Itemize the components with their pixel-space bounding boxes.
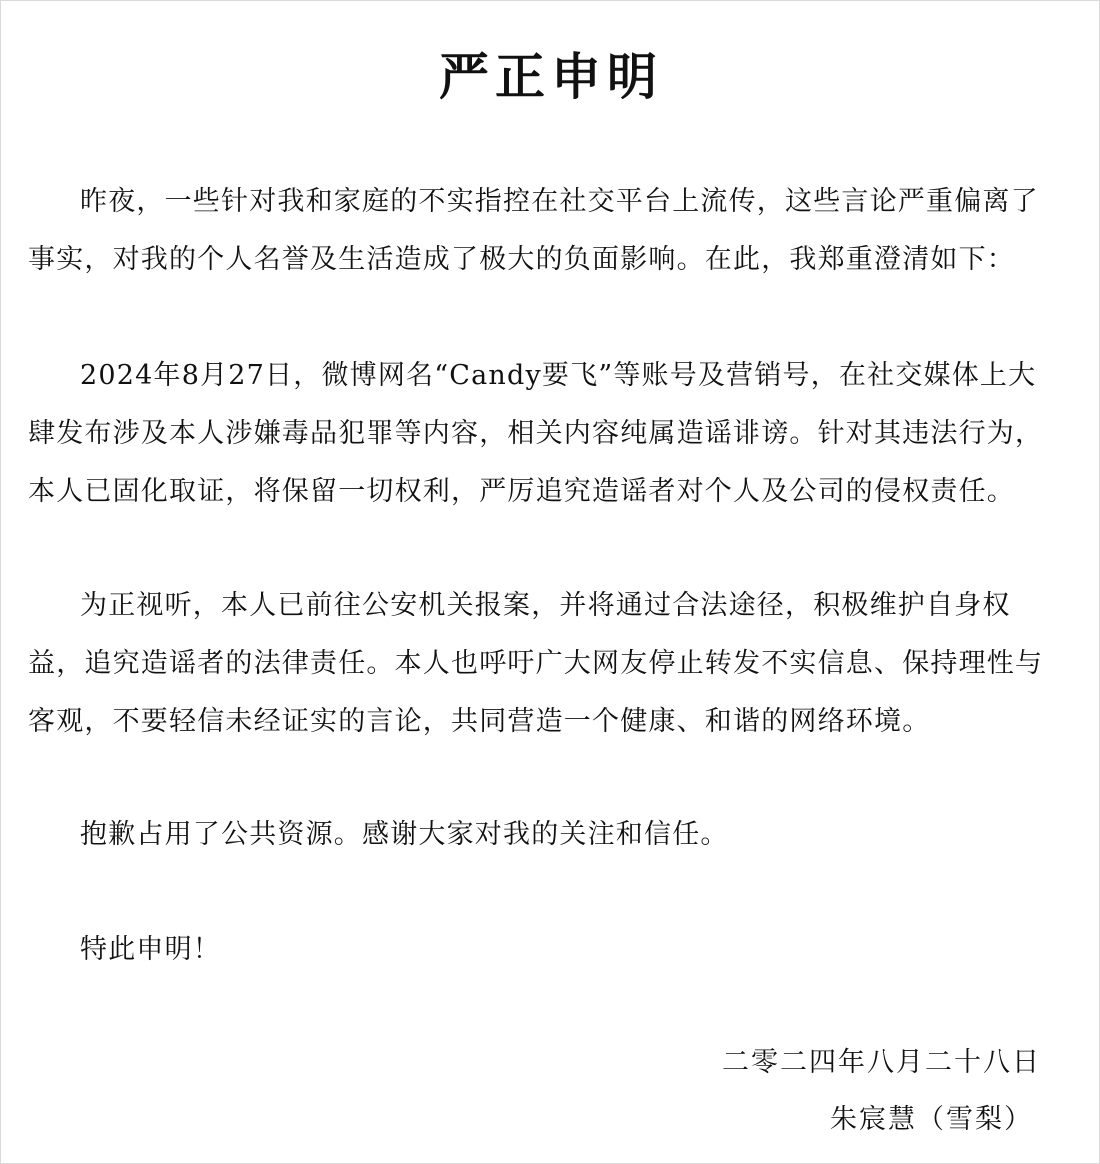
document-title: 严正申明 <box>439 48 663 106</box>
paragraph-closing: 特此申明！ <box>80 934 221 965</box>
paragraph-apology: 抱歉占用了公共资源。感谢大家对我的关注和信任。 <box>80 819 729 850</box>
paragraph-police-report: 为正视听，本人已前往公安机关报案，并将通过合法途径，积极维护自身权益，追究造谣者的法律责任。本人也呼吁广大网友停止转发不实信息、保持理性与客观，不要轻信未经证实的言论，共同营造一个健康、和谐的网络环境。 <box>28 590 1044 737</box>
signature-date: 二零二四年八月二十八日 <box>722 1047 1041 1078</box>
paragraph-rumor-details: 2024年8月27日，微博网名“Candy要飞”等账号及营销号，在社交媒体上大肆发布涉及本人涉嫌毒品犯罪等内容，相关内容纯属造谣诽谤。针对其违法行为，本人已固化取证，将保留一切权利，严厉追究造谣者对个人及公司的侵权责任。 <box>28 360 1044 507</box>
paragraph-intro: 昨夜，一些针对我和家庭的不实指控在社交平台上流传，这些言论严重偏离了事实，对我的个人名誉及生活造成了极大的负面影响。在此，我郑重澄清如下： <box>28 186 1039 275</box>
signature-name: 朱宸慧（雪梨） <box>830 1104 1033 1135</box>
